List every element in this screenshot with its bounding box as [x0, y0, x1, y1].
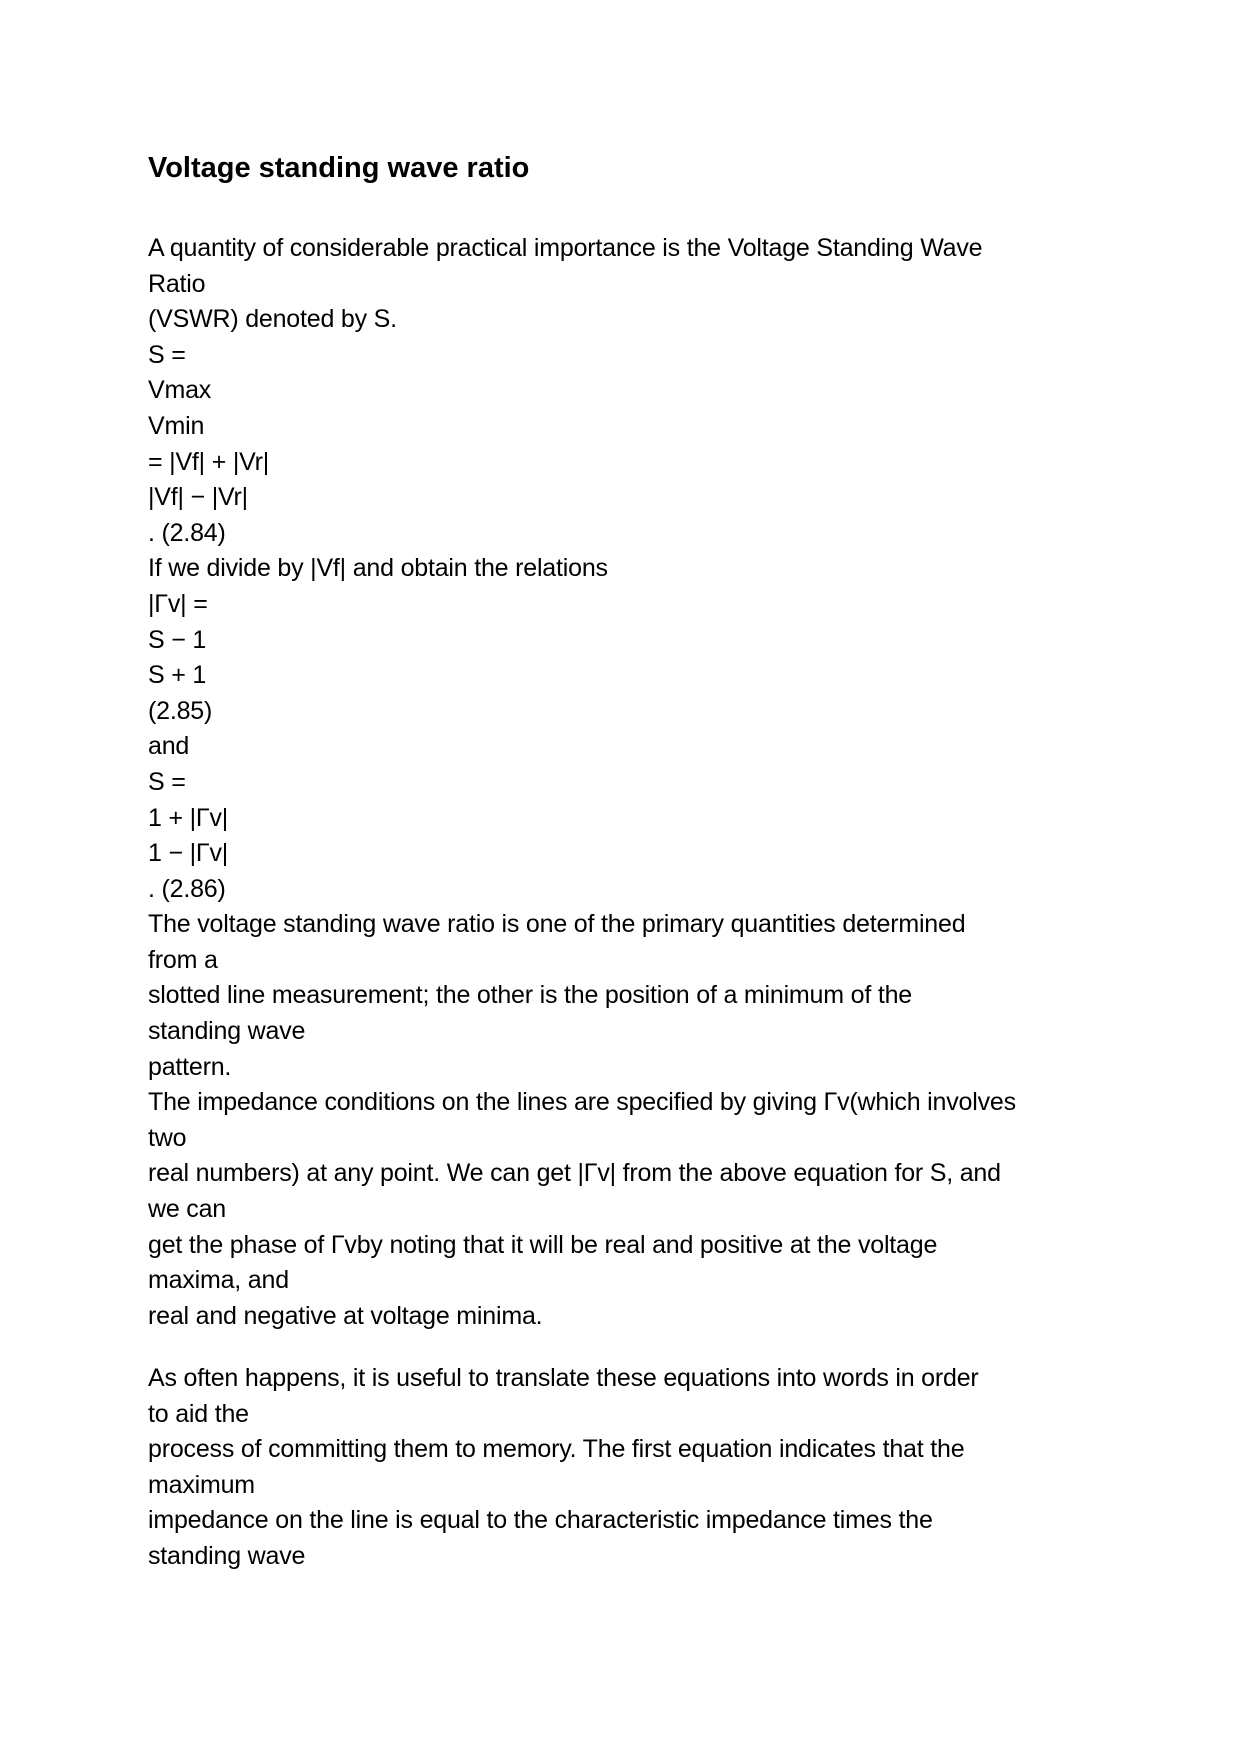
- paragraph-block-2: [148, 1361, 1108, 1575]
- text-line: pattern.: [148, 1052, 232, 1081]
- text-line: S + 1: [148, 661, 207, 690]
- text-line: S =: [148, 767, 186, 796]
- text-line: Vmin: [148, 411, 205, 440]
- text-line: = |Vf| + |Vr|: [148, 447, 270, 476]
- paragraph-block-1: [148, 231, 1108, 1334]
- text-line: As often happens, it is useful to translate these equations into words in order: [148, 1364, 979, 1392]
- text-line: |Vf| − |Vr|: [148, 483, 248, 512]
- text-line: S =: [148, 340, 186, 369]
- text-line: slotted line measurement; the other is the position of a minimum of the: [148, 981, 912, 1010]
- text-line: standing wave: [148, 1541, 306, 1570]
- text-line: 1 + |Γv|: [148, 803, 229, 832]
- text-line: real numbers) at any point. We can get |Γv| from the above equation for S, and: [148, 1159, 1001, 1188]
- text-line: . (2.86): [148, 874, 226, 903]
- text-line: and: [148, 732, 190, 761]
- text-line: A quantity of considerable practical importance is the Voltage Standing Wave: [148, 234, 983, 262]
- text-line: 1 − |Γv|: [148, 839, 229, 868]
- text-line: |Γv| =: [148, 589, 208, 618]
- document-title: Voltage standing wave ratio: [148, 152, 530, 184]
- text-line: Ratio: [148, 269, 206, 298]
- text-line: process of committing them to memory. The first equation indicates that the: [148, 1435, 965, 1464]
- text-line: Vmax: [148, 376, 212, 405]
- text-line: we can: [148, 1195, 227, 1224]
- text-line: standing wave: [148, 1017, 306, 1046]
- text-line: from a: [148, 945, 218, 974]
- text-line: get the phase of Γvby noting that it will be real and positive at the voltage: [148, 1230, 938, 1259]
- text-line: S − 1: [148, 625, 207, 654]
- text-line: If we divide by |Vf| and obtain the relations: [148, 554, 608, 583]
- text-line: . (2.84): [148, 518, 226, 547]
- text-line: The voltage standing wave ratio is one of the primary quantities determined: [148, 910, 966, 939]
- text-line: maximum: [148, 1470, 255, 1499]
- text-line: maxima, and: [148, 1266, 289, 1295]
- text-line: impedance on the line is equal to the characteristic impedance times the: [148, 1506, 933, 1535]
- text-line: (2.85): [148, 696, 213, 725]
- text-line: real and negative at voltage minima.: [148, 1301, 543, 1330]
- text-line: two: [148, 1123, 187, 1152]
- text-line: (VSWR) denoted by S.: [148, 305, 397, 334]
- text-line: to aid the: [148, 1399, 249, 1428]
- text-line: The impedance conditions on the lines are specified by giving Γv(which involves: [148, 1088, 1016, 1117]
